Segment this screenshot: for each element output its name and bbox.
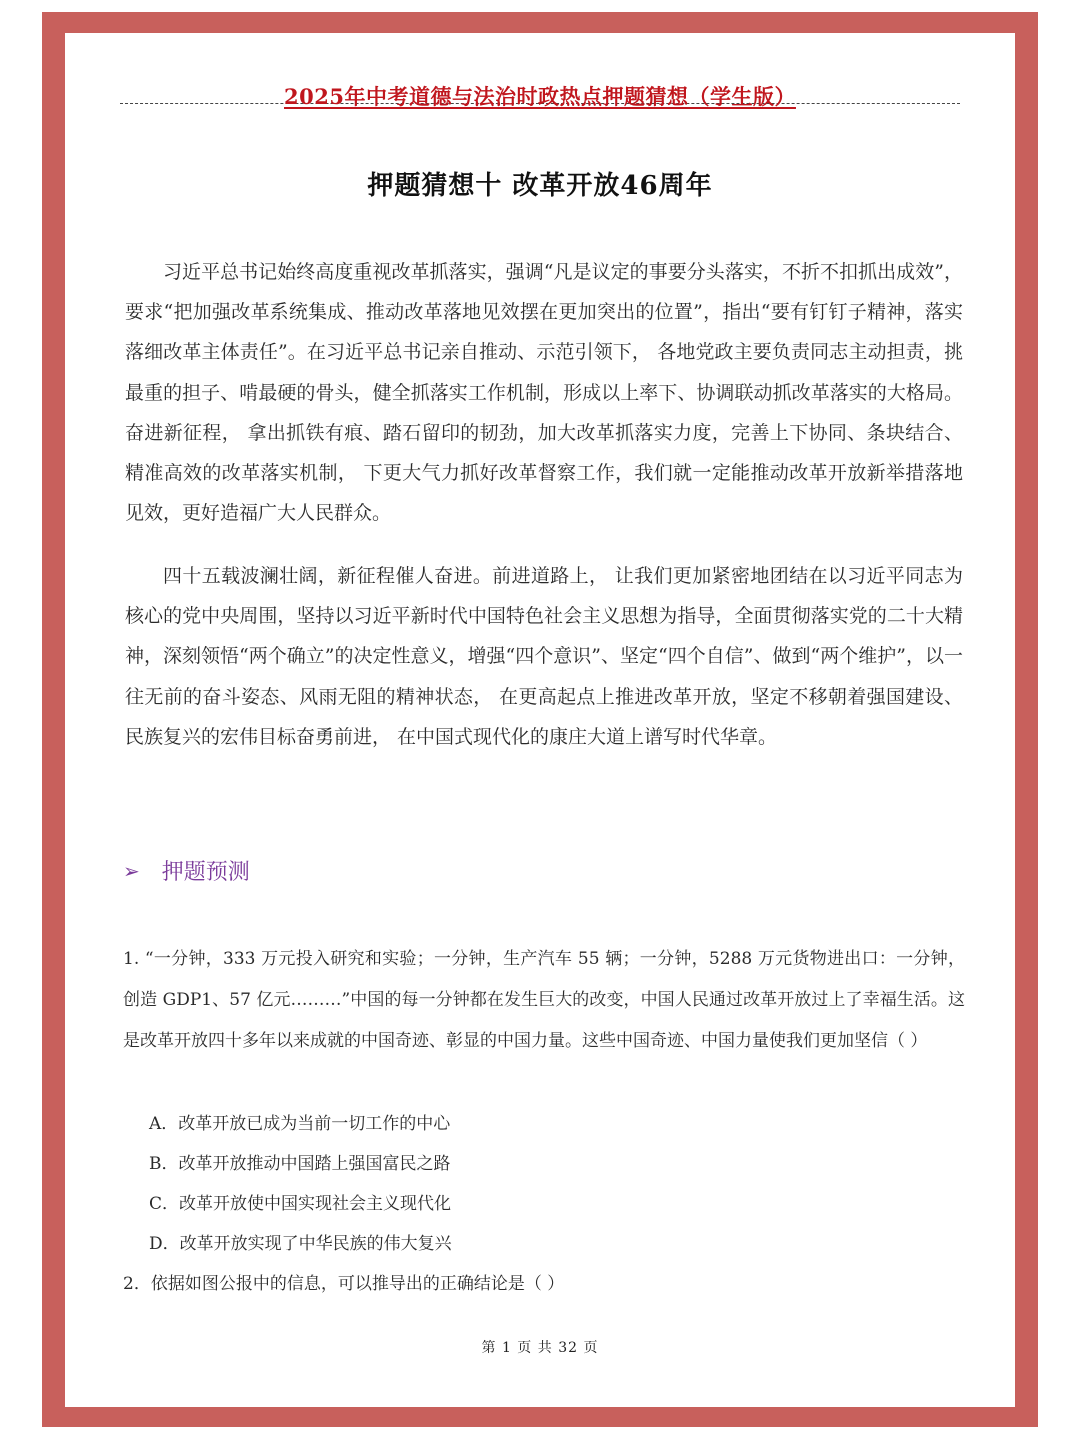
intro-paragraph-2: 四十五载波澜壮阔，新征程催人奋进。前进道路上， 让我们更加紧密地团结在以习近平同志为核心的党中央周围，坚持以习近平新时代中国特色社会主义思想为指导，全面贯彻落实党的二十大精神，深刻领悟“两个确立”的决定性意义，增强“四个意识”、坚定“四个自信”、做到“两个维护”，以一往无前的奋斗姿态、风雨无阻的精神状态， 在更高起点上推进改革开放，坚定不移朝着强国建设、民族复兴的宏伟目标奋勇前进， 在中国式现代化的康庄大道上谱写时代华章。 [125,565,963,748]
document-title: 押题猜想十 改革开放46周年 [367,171,713,201]
section-title: 押题预测 [161,860,250,885]
intro-paragraph-1: 习近平总书记始终高度重视改革抓落实，强调“凡是议定的事要分头落实，不折不扣抓出成效”，要求“把加强改革系统集成、推动改革落地见效摆在更加突出的位置”，指出“要有钉钉子精神，落实落细改革主体责任”。在习近平总书记亲自推动、示范引领下， 各地党政主要负责同志主动担责，挑最重的担子、啃最硬的骨头，健全抓落实工作机制，形成以上率下、协调联动抓改革落实的大格局。奋进新征程， 拿出抓铁有痕、踏石留印的韧劲，加大改革抓落实力度，完善上下协同、条块结合、精准高效的改革落实机制， 下更大气力抓好改革督察工作，我们就一定能推动改革开放新举措落地见效，更好造福广大人民群众。 [125,261,963,525]
section-heading [123,855,250,886]
header-title: 2025年中考道德与法治时政热点押题猜想（学生版） [284,84,796,109]
question-1-option-c: C．改革开放使中国实现社会主义现代化 [149,1194,452,1214]
question-1-option-a: A．改革开放已成为当前一切工作的中心 [149,1114,451,1134]
question-1-option-d: D．改革开放实现了中华民族的伟大复兴 [149,1234,452,1254]
question-1-stem: 1. “一分钟，333 万元投入研究和实验；一分钟，生产汽车 55 辆；一分钟，5288 万元货物进出口：一分钟，创造 GDP1、57 亿元………”中国的每一分钟都在发生巨大的改变，中国人民通过改革开放过上了幸福生活。这是改革开放四十多年以来成就的中国奇迹、彰显的中国力量。这些中国奇迹、中国力量使我们更加坚信（ ） [123,949,965,1051]
page-number-footer: 第 1 页 共 32 页 [481,1340,599,1356]
question-2-stem: 2．依据如图公报中的信息，可以推导出的正确结论是（ ） [123,1274,565,1294]
document-page [65,33,1015,1407]
question-1-option-b: B．改革开放推动中国踏上强国富民之路 [149,1154,451,1174]
running-header [120,81,960,111]
arrow-bullet-icon: ➢ [123,858,140,883]
